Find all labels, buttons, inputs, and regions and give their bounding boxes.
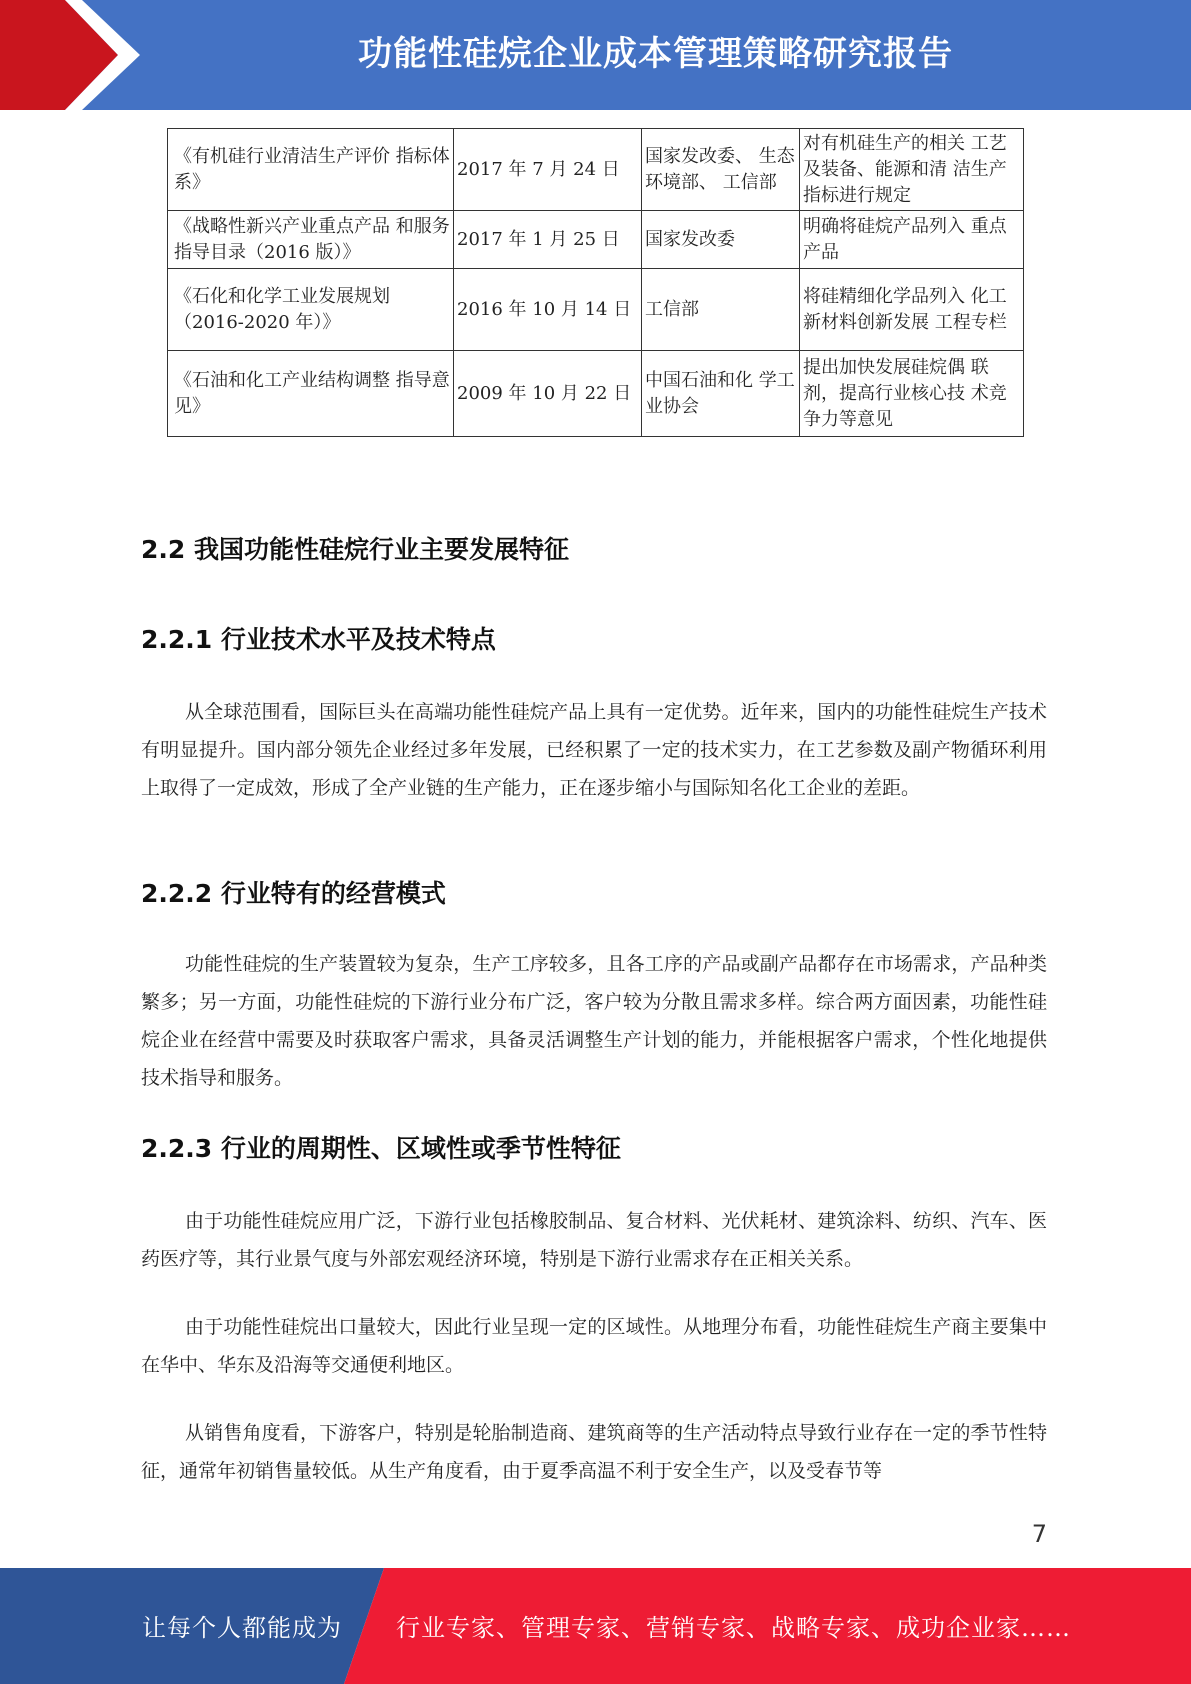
policy-content-cell: 提出加快发展硅烷偶 联剂，提高行业核心技 术竞争力等意见 (800, 351, 1024, 437)
table-row (168, 129, 1024, 211)
policy-dept-cell: 中国石油和化 学工业协会 (642, 351, 800, 437)
section-heading-2-2-2: 2.2.2 行业特有的经营模式 (141, 879, 446, 908)
report-title: 功能性硅烷企业成本管理策略研究报告 (358, 34, 953, 74)
policy-dept-cell: 国家发改委、 生态环境部、 工信部 (642, 129, 800, 211)
policy-dept-cell: 国家发改委 (642, 211, 800, 269)
table-row (168, 351, 1024, 437)
paragraph-business-model: 功能性硅烷的生产装置较为复杂，生产工序较多，且各工序的产品或副产品都存在市场需求，产品种类繁多；另一方面，功能性硅烷的下游行业分布广泛，客户较为分散且需求多样。综合两方面因素，功能性硅烷企业在经营中需要及时获取客户需求，具备灵活调整生产计划的能力，并能根据客户需求，个性化地提供技术指导和服务。 (141, 953, 1047, 1089)
policy-content-cell: 将硅精细化学品列入 化工新材料创新发展 工程专栏 (800, 269, 1024, 351)
table-row (168, 269, 1024, 351)
policy-name-cell: 《石油和化工产业结构调整 指导意见》 (168, 351, 454, 437)
policy-content-cell: 明确将硅烷产品列入 重点产品 (800, 211, 1024, 269)
policy-date-cell: 2017 年 7 月 24 日 (454, 129, 642, 211)
section-heading-2-2: 2.2 我国功能性硅烷行业主要发展特征 (141, 535, 569, 564)
policy-date-cell: 2017 年 1 月 25 日 (454, 211, 642, 269)
section-heading-2-2-3: 2.2.3 行业的周期性、区域性或季节性特征 (141, 1134, 621, 1163)
header-arrow-graphic (0, 0, 160, 110)
policy-name-cell: 《有机硅行业清洁生产评价 指标体系》 (168, 129, 454, 211)
paragraph-cyclicality: 由于功能性硅烷应用广泛，下游行业包括橡胶制品、复合材料、光伏耗材、建筑涂料、纺织、汽车、医药医疗等，其行业景气度与外部宏观经济环境，特别是下游行业需求存在正相关关系。 (141, 1210, 1047, 1270)
paragraph-seasonality: 从销售角度看，下游客户，特别是轮胎制造商、建筑商等的生产活动特点导致行业存在一定的季节性特征，通常年初销售量较低。从生产角度看，由于夏季高温不利于安全生产，以及受春节等 (141, 1422, 1047, 1482)
policy-date-cell: 2016 年 10 月 14 日 (454, 269, 642, 351)
paragraph-tech-level: 从全球范围看，国际巨头在高端功能性硅烷产品上具有一定优势。近年来，国内的功能性硅烷生产技术有明显提升。国内部分领先企业经过多年发展，已经积累了一定的技术实力，在工艺参数及副产物循环利用上取得了一定成效，形成了全产业链的生产能力，正在逐步缩小与国际知名化工企业的差距。 (141, 701, 1047, 799)
table-row (168, 211, 1024, 269)
footer-slogan-left: 让每个人都能成为 (142, 1614, 342, 1642)
policy-name-cell: 《石化和化学工业发展规划 （2016-2020 年）》 (168, 269, 454, 351)
policy-table (167, 128, 1024, 437)
section-heading-2-2-1: 2.2.1 行业技术水平及技术特点 (141, 625, 496, 654)
page-footer (0, 1568, 1191, 1684)
policy-date-cell: 2009 年 10 月 22 日 (454, 351, 642, 437)
footer-slogan-right: 行业专家、管理专家、营销专家、战略专家、成功企业家…… (396, 1614, 1071, 1642)
paragraph-regionality: 由于功能性硅烷出口量较大，因此行业呈现一定的区域性。从地理分布看，功能性硅烷生产商主要集中在华中、华东及沿海等交通便利地区。 (141, 1316, 1047, 1376)
policy-dept-cell: 工信部 (642, 269, 800, 351)
page-number: 7 (1031, 1520, 1047, 1548)
page-header (0, 0, 1191, 110)
policy-name-cell: 《战略性新兴产业重点产品 和服务指导目录（2016 版）》 (168, 211, 454, 269)
policy-content-cell: 对有机硅生产的相关 工艺及装备、能源和清 洁生产指标进行规定 (800, 129, 1024, 211)
